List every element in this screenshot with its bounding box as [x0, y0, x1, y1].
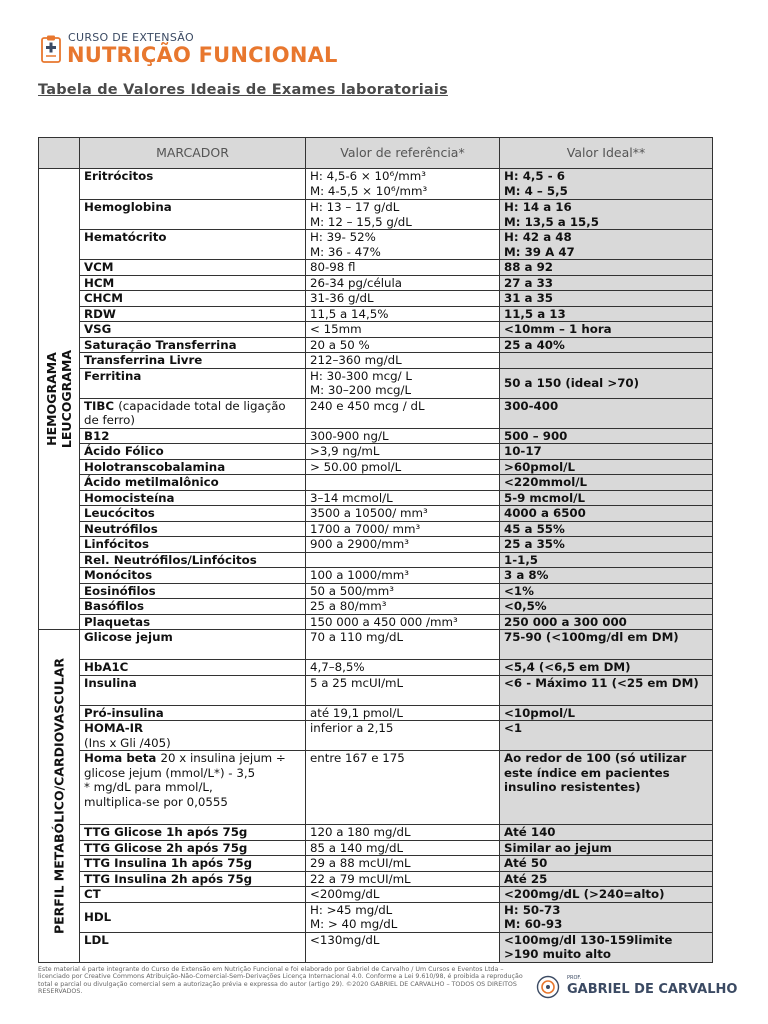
ref-line: M: 36 - 47% [310, 244, 381, 259]
marker-name: Rel. Neutrófilos/Linfócitos [84, 552, 257, 567]
ideal-line: H: 42 a 48 [504, 230, 572, 244]
ideal-cell [500, 337, 713, 353]
ref-line: 80-98 fl [310, 260, 356, 274]
table-row [39, 306, 713, 322]
marker-cell [80, 614, 306, 630]
ref-line: <130mg/dL [310, 932, 380, 947]
ideal-cell [500, 490, 713, 506]
ref-line: entre 167 e 175 [310, 751, 405, 765]
ideal-header: Valor Ideal** [500, 138, 713, 169]
ideal-cell [500, 475, 713, 491]
ideal-line: 25 a 35% [504, 537, 565, 551]
marker-cell [80, 322, 306, 338]
reference-cell [306, 260, 500, 276]
marker-cell [80, 840, 306, 856]
table-header-row [39, 138, 713, 169]
table-row [39, 490, 713, 506]
marker-name: Ferritina [84, 368, 142, 383]
table-row [39, 200, 713, 230]
ideal-line: 11,5 a 13 [504, 306, 566, 321]
ref-line: até 19,1 pmol/L [310, 705, 403, 720]
ideal-cell [500, 751, 713, 825]
marker-cell [80, 200, 306, 230]
marker-cell [80, 275, 306, 291]
ref-line: M: 12 – 15,5 g/dL [310, 214, 412, 229]
marker-name: Eritrócitos [84, 169, 154, 183]
ideal-line: 300-400 [504, 398, 559, 413]
marker-cell [80, 825, 306, 841]
marker-cell [80, 721, 306, 751]
table-row [39, 856, 713, 872]
ref-line: H: 4,5-6 × 10⁶/mm³ [310, 169, 426, 183]
group-label-cell [39, 630, 80, 963]
marker-name: Saturação Transferrina [84, 337, 237, 352]
ideal-line: >60pmol/L [504, 459, 576, 474]
marker-cell [80, 353, 306, 369]
group-label-line: HEMOGRAMA [44, 352, 59, 446]
ideal-line: <1% [504, 583, 534, 598]
marker-cell [80, 398, 306, 428]
ideal-cell [500, 444, 713, 460]
ref-line: < 15mm [310, 322, 362, 336]
ideal-line: 3 a 8% [504, 568, 549, 582]
ideal-line: 5-9 mcmol/L [504, 490, 585, 505]
ideal-cell [500, 428, 713, 444]
ref-line: 25 a 80/mm³ [310, 599, 387, 613]
ref-line: 29 a 88 mcUI/mL [310, 856, 411, 870]
ideal-line: 31 a 35 [504, 291, 554, 305]
ideal-line: <6 - Máximo 11 (<25 em DM) [504, 675, 699, 690]
ideal-cell [500, 260, 713, 276]
table-row [39, 932, 713, 962]
reference-cell [306, 537, 500, 553]
marker-cell [80, 705, 306, 721]
ideal-cell [500, 599, 713, 615]
ideal-cell [500, 840, 713, 856]
reference-cell [306, 660, 500, 676]
marker-detail: * mg/dL para mmol/L, [84, 780, 213, 794]
ref-line: 3–14 mcmol/L [310, 490, 393, 505]
reference-cell [306, 398, 500, 428]
ideal-cell [500, 856, 713, 872]
ref-line: >3,9 ng/mL [310, 444, 380, 458]
marker-name: Basófilos [84, 599, 144, 613]
ideal-line: <10pmol/L [504, 705, 576, 720]
marker-detail: (Ins x Gli /405) [84, 735, 171, 750]
table-row [39, 459, 713, 475]
reference-cell [306, 568, 500, 584]
group-label [52, 658, 67, 934]
ideal-line: H: 4,5 - 6 [504, 169, 565, 183]
ref-line: 70 a 110 mg/dL [310, 630, 404, 644]
ref-line: inferior a 2,15 [310, 721, 394, 735]
marker-cell [80, 306, 306, 322]
ideal-cell [500, 721, 713, 751]
marker-cell [80, 568, 306, 584]
reference-cell [306, 614, 500, 630]
ref-line: 120 a 180 mg/dL [310, 825, 411, 839]
marker-name: VCM [84, 260, 114, 274]
ref-line: 11,5 a 14,5% [310, 306, 389, 321]
logo-title: NUTRIÇÃO FUNCIONAL [67, 43, 338, 67]
ideal-line: Similar ao jejum [504, 840, 612, 855]
marker-name: HCM [84, 275, 115, 290]
ref-line: 22 a 79 mcUI/mL [310, 871, 411, 886]
table-row [39, 169, 713, 200]
ideal-line: 27 a 33 [504, 275, 554, 290]
reference-cell [306, 705, 500, 721]
marker-name: TTG Insulina 1h após 75g [84, 856, 253, 870]
lab-values-table [38, 137, 713, 963]
ideal-line: M: 39 A 47 [504, 244, 575, 259]
reference-cell [306, 825, 500, 841]
table-row [39, 660, 713, 676]
table-row [39, 398, 713, 428]
author-name: GABRIEL DE CARVALHO [567, 982, 738, 997]
ideal-cell [500, 675, 713, 705]
group-label-line: PERFIL METABÓLICO/CARDIOVASCULAR [51, 657, 67, 934]
ref-line: H: >45 mg/dL [310, 902, 393, 917]
group-label-line: LEUCOGRAMA [59, 349, 74, 449]
table-row [39, 675, 713, 705]
marker-cell [80, 169, 306, 200]
ideal-cell [500, 871, 713, 887]
marker-cell [80, 260, 306, 276]
ideal-line: <1 [504, 721, 523, 735]
reference-cell [306, 506, 500, 522]
marker-cell [80, 291, 306, 307]
ideal-cell [500, 200, 713, 230]
marker-cell [80, 871, 306, 887]
reference-cell [306, 291, 500, 307]
marker-cell [80, 337, 306, 353]
ideal-cell [500, 506, 713, 522]
ideal-line: <10mm – 1 hora [504, 322, 612, 336]
marker-cell [80, 887, 306, 903]
table-row [39, 552, 713, 568]
table-row [39, 568, 713, 584]
ideal-line: <0,5% [504, 599, 547, 613]
marker-name: TTG Insulina 2h após 75g [84, 871, 253, 886]
reference-cell [306, 169, 500, 200]
ideal-line: Ao redor de 100 (só utilizar este índice em pacientes insulino resistentes) [504, 751, 687, 794]
marker-name: LDL [84, 932, 109, 947]
marker-detail: multiplica-se por 0,0555 [84, 794, 228, 809]
table-row [39, 353, 713, 369]
clipboard-icon [40, 34, 62, 64]
ideal-line: 10-17 [504, 444, 542, 458]
reference-cell [306, 599, 500, 615]
ideal-cell [500, 322, 713, 338]
reference-cell [306, 932, 500, 962]
ideal-line: 88 a 92 [504, 260, 554, 274]
reference-cell [306, 871, 500, 887]
marker-cell [80, 552, 306, 568]
reference-cell [306, 475, 500, 491]
ideal-line: 50 a 150 (ideal >70) [504, 375, 640, 390]
ideal-cell [500, 459, 713, 475]
table-row [39, 614, 713, 630]
marker-name: Holotranscobalamina [84, 459, 226, 474]
marker-name: TTG Glicose 1h após 75g [84, 825, 248, 839]
table-row [39, 337, 713, 353]
ideal-line: <200mg/dL (>240=alto) [504, 887, 665, 901]
ideal-cell [500, 368, 713, 398]
ideal-cell [500, 353, 713, 369]
table-row [39, 871, 713, 887]
table-row [39, 506, 713, 522]
marker-cell [80, 459, 306, 475]
group-label-cell [39, 169, 80, 630]
reference-cell [306, 675, 500, 705]
logo-superscript: CURSO DE EXTENSÃO [68, 31, 194, 44]
reference-cell [306, 368, 500, 398]
ideal-cell [500, 398, 713, 428]
table-row [39, 840, 713, 856]
marker-note: (capacidade total de ligação de ferro) [84, 398, 286, 427]
marker-name: Monócitos [84, 568, 153, 582]
marker-name: Ácido metilmalônico [84, 475, 219, 489]
ideal-line: 25 a 40% [504, 337, 565, 352]
ideal-line: 45 a 55% [504, 521, 565, 536]
ideal-line: 500 – 900 [504, 428, 568, 443]
table-row [39, 444, 713, 460]
marker-cell [80, 490, 306, 506]
marker-name: Pró-insulina [84, 705, 164, 720]
marker-cell [80, 630, 306, 660]
table-row [39, 705, 713, 721]
reference-cell [306, 353, 500, 369]
ref-line: 20 a 50 % [310, 337, 370, 352]
ideal-cell [500, 230, 713, 260]
reference-cell [306, 751, 500, 825]
ref-line: 3500 a 10500/ mm³ [310, 506, 428, 520]
ideal-line: H: 14 a 16 [504, 200, 572, 214]
ref-line: 150 000 a 450 000 /mm³ [310, 614, 458, 629]
marker-cell [80, 506, 306, 522]
ref-line: > 50.00 pmol/L [310, 459, 402, 474]
ref-line: H: 30-300 mcg/ L [310, 368, 412, 383]
marker-name: Leucócitos [84, 506, 155, 520]
ideal-cell [500, 275, 713, 291]
table-row [39, 521, 713, 537]
marker-cell [80, 599, 306, 615]
reference-cell [306, 200, 500, 230]
ideal-line: M: 4 – 5,5 [504, 183, 568, 198]
ideal-cell [500, 630, 713, 660]
marker-cell [80, 660, 306, 676]
ref-line: 1700 a 7000/ mm³ [310, 521, 421, 536]
marker-name: Glicose jejum [84, 630, 173, 644]
ref-line: 5 a 25 mcUI/mL [310, 675, 404, 690]
marker-name: VSG [84, 322, 112, 336]
ideal-line: H: 50-73 [504, 902, 561, 917]
marker-cell [80, 428, 306, 444]
table-row [39, 887, 713, 903]
group-header [39, 138, 80, 169]
reference-cell [306, 444, 500, 460]
ref-line: 26-34 pg/célula [310, 275, 402, 290]
ideal-cell [500, 660, 713, 676]
reference-cell [306, 856, 500, 872]
marker-name: RDW [84, 306, 116, 321]
ideal-cell [500, 825, 713, 841]
ideal-cell [500, 887, 713, 903]
marker-name: Linfócitos [84, 537, 149, 551]
ideal-line: <5,4 (<6,5 em DM) [504, 660, 631, 674]
marker-name: Homa beta [84, 751, 157, 765]
ideal-cell [500, 583, 713, 599]
ref-line: 212–360 mg/dL [310, 353, 402, 367]
reference-cell [306, 583, 500, 599]
marker-name: HbA1C [84, 660, 129, 674]
table-row [39, 322, 713, 338]
table-row [39, 599, 713, 615]
reference-cell [306, 840, 500, 856]
reference-cell [306, 721, 500, 751]
marker-cell [80, 902, 306, 932]
ideal-line: <100mg/dl 130-159limite >190 muito alto [504, 932, 673, 961]
ideal-line: 4000 a 6500 [504, 506, 586, 520]
table-row [39, 721, 713, 751]
marker-name: TIBC [84, 398, 115, 413]
marker-name: Neutrófilos [84, 521, 158, 536]
marker-name: HDL [84, 909, 112, 924]
copyright-footer: Este material é parte integrante do Curso de Extensão em Nutrição Funcional e foi elaborado por Gabriel de Carvalho / Um Cursos e Eventos Ltda – licenciado por Creative Commons Atribuição-Não-Comercial-Sem-Derivações Licença Internacional 4.0. Conforme a Lei 9.610/98, é proibida a reprodução total e parcial ou divulgação comercial sem a autorização prévia e expressa do autor (artigo 29). ©2020 GABRIEL DE CARVALHO – TODOS OS DIREITOS RESERVADOS. [38, 966, 523, 996]
marker-name: B12 [84, 428, 110, 443]
table-row [39, 275, 713, 291]
marker-name: Homocisteína [84, 490, 175, 505]
ideal-cell [500, 568, 713, 584]
marker-name: Insulina [84, 675, 137, 690]
ideal-cell [500, 552, 713, 568]
table-row [39, 230, 713, 260]
table-row [39, 291, 713, 307]
reference-cell [306, 521, 500, 537]
reference-cell [306, 230, 500, 260]
reference-cell [306, 490, 500, 506]
ref-line: 240 e 450 mcg / dL [310, 398, 425, 413]
marker-cell [80, 521, 306, 537]
table-row [39, 583, 713, 599]
table-row [39, 260, 713, 276]
marker-cell [80, 537, 306, 553]
ref-line: H: 39- 52% [310, 230, 376, 244]
ref-line: 85 a 140 mg/dL [310, 840, 404, 855]
ref-line: <200mg/dL [310, 887, 380, 901]
reference-cell [306, 630, 500, 660]
marker-name: Plaquetas [84, 614, 151, 629]
ref-line: M: > 40 mg/dL [310, 917, 398, 931]
marker-cell [80, 368, 306, 398]
marker-header: MARCADOR [80, 138, 306, 169]
reference-cell [306, 275, 500, 291]
marker-cell [80, 932, 306, 962]
marker-name: Transferrina Livre [84, 353, 203, 367]
ideal-line: 75-90 (<100mg/dl em DM) [504, 630, 679, 644]
marker-cell [80, 751, 306, 825]
reference-cell [306, 887, 500, 903]
table-row [39, 630, 713, 660]
reference-cell [306, 337, 500, 353]
reference-cell [306, 552, 500, 568]
ideal-cell [500, 306, 713, 322]
marker-note: 20 x insulina jejum ÷ glicose jejum (mmol/L*) - 3,5 [84, 751, 286, 780]
ref-line: 100 a 1000/mm³ [310, 568, 409, 582]
page-title: Tabela de Valores Ideais de Exames laboratoriais [38, 82, 448, 98]
marker-cell [80, 230, 306, 260]
ref-line: 900 a 2900/mm³ [310, 537, 409, 551]
marker-cell [80, 475, 306, 491]
ideal-line: M: 60-93 [504, 917, 563, 931]
table-row [39, 368, 713, 398]
ref-line: 31-36 g/dL [310, 291, 374, 305]
reference-cell [306, 322, 500, 338]
ideal-line: 250 000 a 300 000 [504, 614, 627, 629]
author-logo-icon [536, 975, 560, 999]
marker-cell [80, 583, 306, 599]
marker-name: CT [84, 887, 101, 901]
marker-name: Eosinófilos [84, 583, 156, 598]
marker-name: Hematócrito [84, 230, 167, 244]
marker-cell [80, 675, 306, 705]
ideal-cell [500, 291, 713, 307]
ideal-cell [500, 902, 713, 932]
author-prefix: PROF. [567, 975, 582, 981]
ref-line: 300-900 ng/L [310, 428, 389, 443]
ideal-cell [500, 932, 713, 962]
reference-cell [306, 459, 500, 475]
table-row [39, 825, 713, 841]
ref-line: M: 30–200 mcg/L [310, 383, 412, 397]
ref-line: 4,7–8,5% [310, 660, 365, 674]
ideal-line: Até 50 [504, 856, 548, 870]
ideal-line: Até 25 [504, 871, 548, 886]
table-row [39, 902, 713, 932]
marker-cell [80, 444, 306, 460]
marker-name: Ácido Fólico [84, 444, 164, 458]
marker-name: TTG Glicose 2h após 75g [84, 840, 248, 855]
marker-cell [80, 856, 306, 872]
ideal-cell [500, 705, 713, 721]
ideal-line: M: 13,5 a 15,5 [504, 214, 599, 229]
ref-line: 50 a 500/mm³ [310, 583, 394, 598]
ideal-cell [500, 537, 713, 553]
ideal-cell [500, 169, 713, 200]
group-label [44, 350, 74, 448]
ideal-cell [500, 521, 713, 537]
reference-cell [306, 902, 500, 932]
ideal-line: Até 140 [504, 825, 556, 839]
table-row [39, 751, 713, 825]
marker-name: CHCM [84, 291, 123, 305]
reference-cell [306, 306, 500, 322]
ref-line: H: 13 – 17 g/dL [310, 200, 400, 214]
ideal-line: 1-1,5 [504, 552, 539, 567]
reference-cell [306, 428, 500, 444]
reference-header: Valor de referência* [306, 138, 500, 169]
marker-name: Hemoglobina [84, 200, 172, 214]
marker-name: HOMA-IR [84, 721, 144, 735]
table-row [39, 475, 713, 491]
ideal-cell [500, 614, 713, 630]
table-row [39, 428, 713, 444]
ideal-line: <220mmol/L [504, 475, 588, 489]
ref-line: M: 4-5,5 × 10⁶/mm³ [310, 183, 428, 198]
table-row [39, 537, 713, 553]
